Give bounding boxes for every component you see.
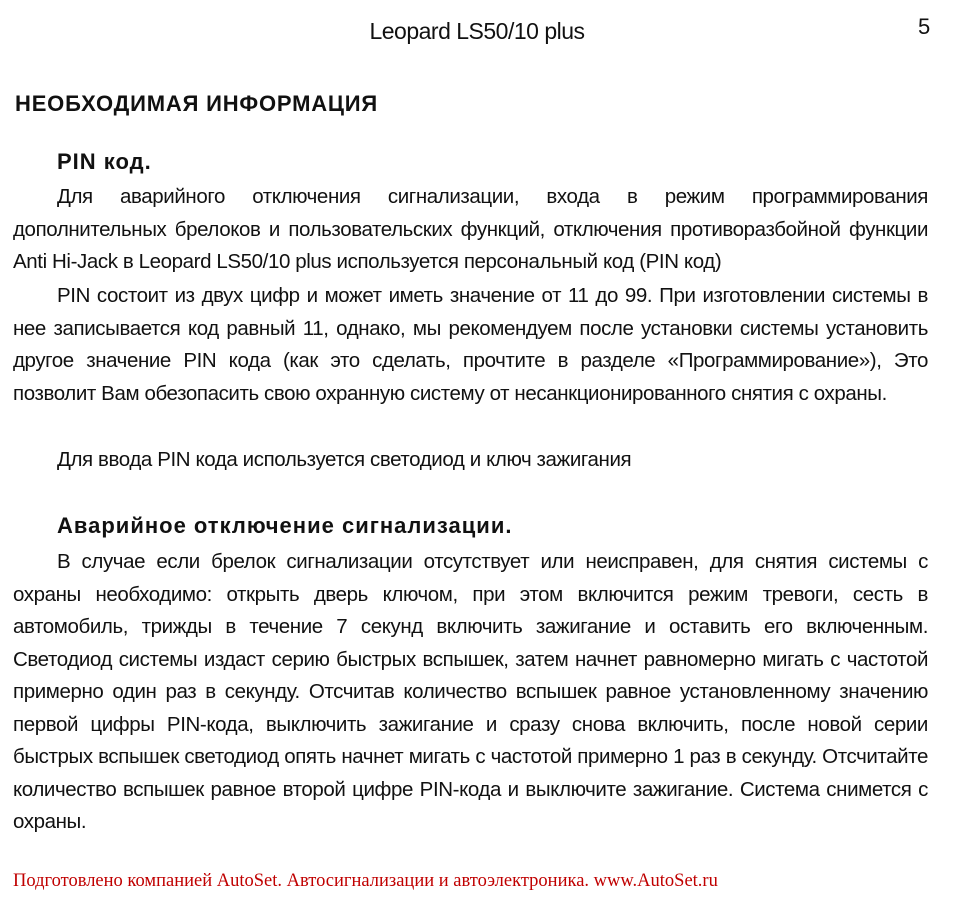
pin-code-heading: PIN код. (57, 149, 152, 174)
pin-paragraph-2: PIN состоит из двух цифр и может иметь значение от 11 до 99. При изготовлении системы в нее записывается код равный 11, однако, мы рекомендуем после установки системы установить другое значение PIN кода (как это сделать, прочтите в разделе «Программирование»), Это позволит Вам обезопасить свою охранную систему от несанкционированного снятия с охраны. (13, 284, 928, 405)
document-title: Leopard LS50/10 plus (369, 18, 585, 44)
emergency-disarm-heading: Аварийное отключение сигнализации. (57, 513, 513, 538)
section-heading: НЕОБХОДИМАЯ ИНФОРМАЦИЯ (15, 91, 378, 116)
pin-paragraph-1: Для аварийного отключения сигнализации, входа в режим программирования дополнительных брелоков и пользовательских функций, отключения противоразбойной функции Anti Hi-Jack в Leopard LS50/10 plus используется персональный код (PIN код) (13, 185, 928, 273)
emergency-paragraph: В случае если брелок сигнализации отсутствует или неисправен, для снятия системы с охраны необходимо: открыть дверь ключом, при этом включится режим тревоги, сесть в автомобиль, трижды в течение 7 секунд включить зажигание и оставить его включенным. Светодиод системы издаст серию быстрых вспышек, затем начнет равномерно мигать с частотой примерно один раз в секунду. Отсчитав количество вспышек равное установленному значению первой цифры PIN-кода, выключить зажигание и сразу снова включить, после новой серии быстрых вспышек светодиод опять начнет мигать с частотой примерно 1 раз в секунду. Отсчитайте количество вспышек равное второй цифре PIN-кода и выключите зажигание. Система снимется с охраны. (13, 550, 928, 833)
pin-paragraph-3: Для ввода PIN кода используется светодиод и ключ зажигания (57, 448, 632, 471)
footer-credit: Подготовлено компанией AutoSet. Автосигнализации и автоэлектроника. www.AutoSet.ru (13, 871, 718, 891)
page-number: 5 (918, 14, 931, 39)
